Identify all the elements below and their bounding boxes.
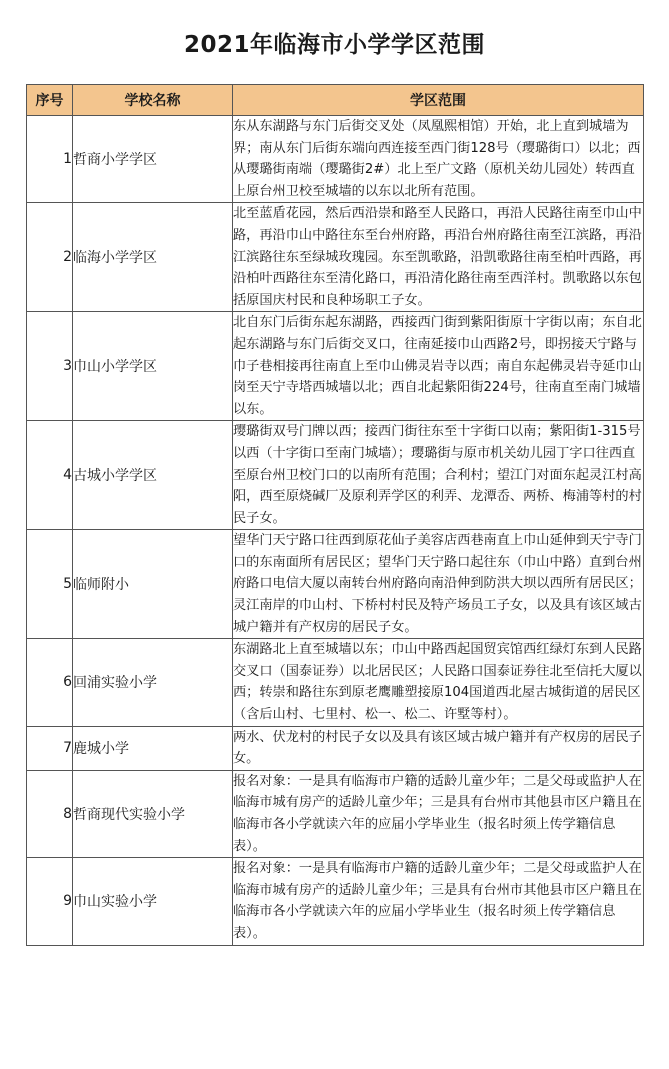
row-range: 北自东门后街东起东湖路，西接西门街到紫阳街原十字街以南；东自北起东湖路与东门后街交叉口，往南延接巾山西路2号，即拐接天宁路与巾子巷相接再往南直上至巾山佛灵岩寺以西；南自东起佛灵岩寺延巾山岗至天宁寺塔西城墙以北；西自北起紫阳街224号，往南直至南门城墙以东。 bbox=[233, 312, 644, 421]
row-seq: 8 bbox=[27, 770, 73, 857]
row-seq: 5 bbox=[27, 530, 73, 639]
row-seq: 7 bbox=[27, 726, 73, 770]
header-seq: 序号 bbox=[27, 85, 73, 116]
row-school: 古城小学学区 bbox=[73, 421, 233, 530]
page-title: 2021年临海市小学学区范围 bbox=[183, 31, 485, 58]
table-row bbox=[27, 421, 644, 530]
table-row bbox=[27, 530, 644, 639]
row-school: 哲商小学学区 bbox=[73, 116, 233, 203]
row-range: 璎璐街双号门牌以西；接西门街往东至十字街口以南；紫阳街1-315号以西（十字街口至南门城墙）；璎璐街与原市机关幼儿园丁字口往西直至原台州卫校门口的以南所有范围；合利村；望江门对面东起灵江村高阳，西至原烧碱厂及原利弄学区的利弄、龙潭岙、两桥、梅浦等村的村民子女。 bbox=[233, 421, 644, 530]
row-school: 临师附小 bbox=[73, 530, 233, 639]
row-school: 巾山实验小学 bbox=[73, 858, 233, 945]
row-school: 回浦实验小学 bbox=[73, 639, 233, 726]
table-row bbox=[27, 726, 644, 770]
header-range: 学区范围 bbox=[233, 85, 644, 116]
row-range: 报名对象：一是具有临海市户籍的适龄儿童少年；二是父母或监护人在临海市城有房产的适龄儿童少年；三是具有台州市其他县市区户籍且在临海市各小学就读六年的应届小学毕业生（报名时须上传学籍信息表）。 bbox=[233, 770, 644, 857]
table-row bbox=[27, 639, 644, 726]
row-school: 巾山小学学区 bbox=[73, 312, 233, 421]
row-seq: 4 bbox=[27, 421, 73, 530]
table-row bbox=[27, 116, 644, 203]
table-row bbox=[27, 858, 644, 945]
row-range: 北至蓝盾花园，然后西沿崇和路至人民路口，再沿人民路往南至巾山中路，再沿巾山中路往东至台州府路，再沿台州府路往南至江滨路，再沿江滨路往东至绿城玫瑰园。东至凯歌路，沿凯歌路往南至柏叶西路，再沿柏叶西路往东至清化路口，再沿清化路往南至西洋村。凯歌路以东包括原国庆村民和良种场职工子女。 bbox=[233, 203, 644, 312]
table-header-row bbox=[27, 85, 644, 116]
table-row bbox=[27, 203, 644, 312]
row-range: 东从东湖路与东门后街交叉处（凤凰熙相馆）开始，北上直到城墙为界；南从东门后街东端向西连接至西门街128号（璎璐街口）以北；西从璎璐街南端（璎璐街2#）北上至广文路（原机关幼儿园处）转西直上原台州卫校至城墙的以东以北所有范围。 bbox=[233, 116, 644, 203]
table-row bbox=[27, 312, 644, 421]
header-school: 学校名称 bbox=[73, 85, 233, 116]
row-seq: 3 bbox=[27, 312, 73, 421]
row-school: 哲商现代实验小学 bbox=[73, 770, 233, 857]
row-seq: 6 bbox=[27, 639, 73, 726]
row-school: 临海小学学区 bbox=[73, 203, 233, 312]
row-seq: 2 bbox=[27, 203, 73, 312]
row-seq: 1 bbox=[27, 116, 73, 203]
row-range: 望华门天宁路口往西到原花仙子美容店西巷南直上巾山延伸到天宁寺门口的东南面所有居民区；望华门天宁路口起往东（巾山中路）直到台州府路口电信大厦以南转台州府路向南沿伸到防洪大坝以西所有居民区；灵江南岸的巾山村、下桥村村民及特产场员工子女，以及具有该区域古城户籍并有产权房的居民子女。 bbox=[233, 530, 644, 639]
table-row bbox=[27, 770, 644, 857]
row-range: 东湖路北上直至城墙以东；巾山中路西起国贸宾馆西红绿灯东到人民路交叉口（国泰证券）以北居民区；人民路口国泰证券往北至信托大厦以西；转崇和路往东到原老鹰雕塑接原104国道西北屋古城街道的居民区（含后山村、七里村、松一、松二、许墅等村）。 bbox=[233, 639, 644, 726]
row-school: 鹿城小学 bbox=[73, 726, 233, 770]
row-range: 报名对象：一是具有临海市户籍的适龄儿童少年；二是父母或监护人在临海市城有房产的适龄儿童少年；三是具有台州市其他县市区户籍且在临海市各小学就读六年的应届小学毕业生（报名时须上传学籍信息表）。 bbox=[233, 858, 644, 945]
row-seq: 9 bbox=[27, 858, 73, 945]
row-range: 两水、伏龙村的村民子女以及具有该区域古城户籍并有产权房的居民子女。 bbox=[233, 726, 644, 770]
school-district-table bbox=[26, 84, 644, 946]
